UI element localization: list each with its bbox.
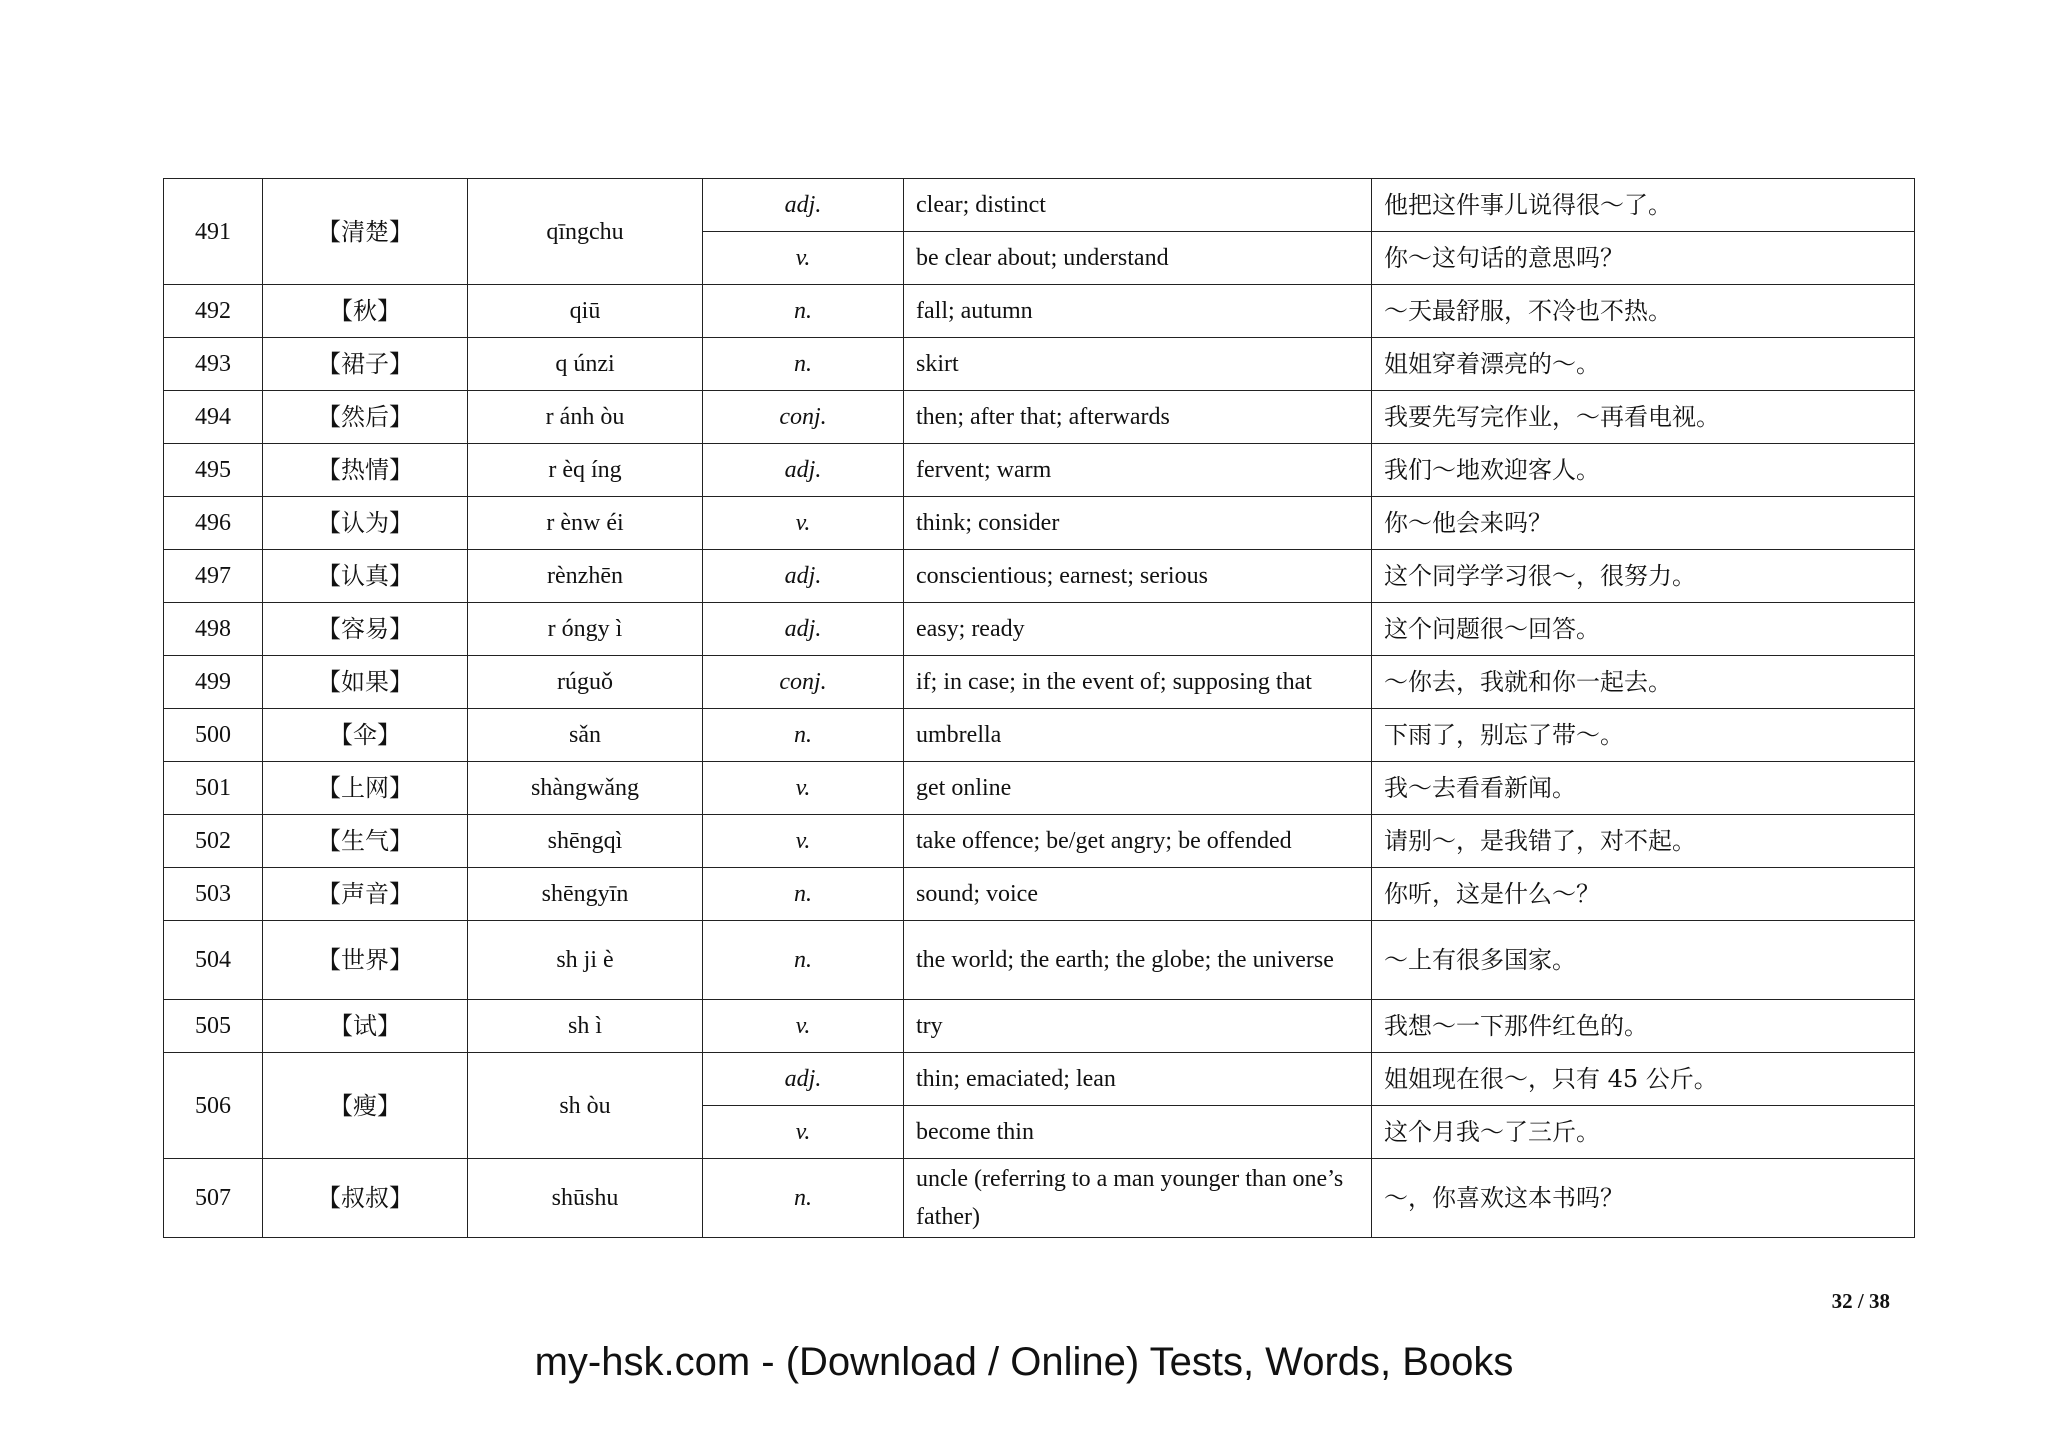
entry-example: 下雨了，别忘了带～。 (1372, 709, 1915, 762)
table-row (164, 1000, 1915, 1053)
entry-definition: fall; autumn (904, 285, 1372, 338)
table-row (164, 179, 1915, 232)
footer-link-text: my-hsk.com - (Download / Online) Tests, Words, Books (534, 1340, 1514, 1384)
entry-part-of-speech: n. (703, 285, 904, 338)
entry-part-of-speech: adj. (703, 550, 904, 603)
entry-part-of-speech: n. (703, 921, 904, 1000)
entry-example: 我们～地欢迎客人。 (1372, 444, 1915, 497)
entry-example: 姐姐现在很～，只有 45 公斤。 (1372, 1053, 1915, 1106)
entry-example: 我要先写完作业，～再看电视。 (1372, 391, 1915, 444)
entry-pinyin: shàngwǎng (468, 762, 703, 815)
entry-pinyin: shūshu (468, 1159, 703, 1238)
entry-definition: skirt (904, 338, 1372, 391)
entry-number: 501 (164, 762, 263, 815)
entry-word: 【瘦】 (263, 1053, 468, 1159)
entry-part-of-speech: v. (703, 815, 904, 868)
entry-word: 【伞】 (263, 709, 468, 762)
entry-definition: the world; the earth; the globe; the universe (904, 921, 1372, 1000)
entry-number: 492 (164, 285, 263, 338)
entry-part-of-speech: v. (703, 497, 904, 550)
entry-word: 【生气】 (263, 815, 468, 868)
entry-definition: clear; distinct (904, 179, 1372, 232)
entry-number: 504 (164, 921, 263, 1000)
table-row (164, 603, 1915, 656)
entry-definition: thin; emaciated; lean (904, 1053, 1372, 1106)
table-row (164, 497, 1915, 550)
entry-example: 你～他会来吗？ (1372, 497, 1915, 550)
entry-pinyin: qiū (468, 285, 703, 338)
entry-definition: sound; voice (904, 868, 1372, 921)
entry-number: 496 (164, 497, 263, 550)
entry-example: 我～去看看新闻。 (1372, 762, 1915, 815)
entry-number: 491 (164, 179, 263, 285)
entry-part-of-speech: conj. (703, 656, 904, 709)
entry-definition: uncle (referring to a man younger than one’s father) (904, 1159, 1372, 1238)
entry-definition: conscientious; earnest; serious (904, 550, 1372, 603)
entry-number: 498 (164, 603, 263, 656)
entry-pinyin: sh ji è (468, 921, 703, 1000)
entry-number: 507 (164, 1159, 263, 1238)
entry-example: 这个月我～了三斤。 (1372, 1106, 1915, 1159)
entry-part-of-speech: adj. (703, 603, 904, 656)
entry-definition: become thin (904, 1106, 1372, 1159)
entry-part-of-speech: n. (703, 868, 904, 921)
entry-pinyin: rènzhēn (468, 550, 703, 603)
entry-word: 【容易】 (263, 603, 468, 656)
entry-pinyin: sh ì (468, 1000, 703, 1053)
entry-word: 【裙子】 (263, 338, 468, 391)
entry-part-of-speech: conj. (703, 391, 904, 444)
entry-example: ～，你喜欢这本书吗？ (1372, 1159, 1915, 1238)
entry-word: 【如果】 (263, 656, 468, 709)
table-row (164, 815, 1915, 868)
entry-pinyin: rúguǒ (468, 656, 703, 709)
entry-word: 【世界】 (263, 921, 468, 1000)
entry-pinyin: r èq íng (468, 444, 703, 497)
entry-pinyin: q únzi (468, 338, 703, 391)
entry-example: 这个同学学习很～，很努力。 (1372, 550, 1915, 603)
table-row (164, 285, 1915, 338)
entry-definition: easy; ready (904, 603, 1372, 656)
table-row (164, 709, 1915, 762)
entry-pinyin: sh òu (468, 1053, 703, 1159)
table-row (164, 762, 1915, 815)
entry-definition: take offence; be/get angry; be offended (904, 815, 1372, 868)
entry-number: 500 (164, 709, 263, 762)
entry-example: ～上有很多国家。 (1372, 921, 1915, 1000)
entry-pinyin: r ènw éi (468, 497, 703, 550)
entry-number: 502 (164, 815, 263, 868)
entry-pinyin: sǎn (468, 709, 703, 762)
entry-pinyin: shēngqì (468, 815, 703, 868)
entry-number: 506 (164, 1053, 263, 1159)
entry-example: 你～这句话的意思吗？ (1372, 232, 1915, 285)
table-row (164, 1053, 1915, 1106)
table-row (164, 550, 1915, 603)
entry-part-of-speech: adj. (703, 444, 904, 497)
entry-example: 你听，这是什么～？ (1372, 868, 1915, 921)
page-number: 32 / 38 (1831, 1289, 1890, 1313)
entry-pinyin: r ánh òu (468, 391, 703, 444)
entry-definition: if; in case; in the event of; supposing that (904, 656, 1372, 709)
entry-word: 【叔叔】 (263, 1159, 468, 1238)
entry-part-of-speech: n. (703, 709, 904, 762)
entry-part-of-speech: n. (703, 1159, 904, 1238)
entry-example: 请别～，是我错了，对不起。 (1372, 815, 1915, 868)
entry-number: 495 (164, 444, 263, 497)
entry-number: 494 (164, 391, 263, 444)
entry-word: 【秋】 (263, 285, 468, 338)
entry-word: 【清楚】 (263, 179, 468, 285)
table-row (164, 444, 1915, 497)
entry-word: 【认为】 (263, 497, 468, 550)
table-row (164, 868, 1915, 921)
table-row (164, 338, 1915, 391)
entry-example: 姐姐穿着漂亮的～。 (1372, 338, 1915, 391)
entry-number: 499 (164, 656, 263, 709)
table-row (164, 656, 1915, 709)
table-row (164, 921, 1915, 1000)
entry-part-of-speech: adj. (703, 179, 904, 232)
entry-pinyin: r óngy ì (468, 603, 703, 656)
entry-word: 【声音】 (263, 868, 468, 921)
entry-definition: get online (904, 762, 1372, 815)
entry-definition: then; after that; afterwards (904, 391, 1372, 444)
entry-number: 493 (164, 338, 263, 391)
entry-definition: think; consider (904, 497, 1372, 550)
entry-example: ～你去，我就和你一起去。 (1372, 656, 1915, 709)
entry-word: 【上网】 (263, 762, 468, 815)
entry-number: 497 (164, 550, 263, 603)
entry-definition: fervent; warm (904, 444, 1372, 497)
entry-example: 这个问题很～回答。 (1372, 603, 1915, 656)
entry-example: ～天最舒服，不冷也不热。 (1372, 285, 1915, 338)
entry-part-of-speech: v. (703, 1000, 904, 1053)
entry-word: 【热情】 (263, 444, 468, 497)
entry-pinyin: shēngyīn (468, 868, 703, 921)
entry-word: 【然后】 (263, 391, 468, 444)
table-row (164, 1159, 1915, 1238)
entry-part-of-speech: v. (703, 232, 904, 285)
entry-number: 505 (164, 1000, 263, 1053)
entry-pinyin: qīngchu (468, 179, 703, 285)
entry-word: 【试】 (263, 1000, 468, 1053)
entry-example: 他把这件事儿说得很～了。 (1372, 179, 1915, 232)
entry-word: 【认真】 (263, 550, 468, 603)
entry-example: 我想～一下那件红色的。 (1372, 1000, 1915, 1053)
entry-definition: umbrella (904, 709, 1372, 762)
entry-part-of-speech: v. (703, 1106, 904, 1159)
entry-part-of-speech: n. (703, 338, 904, 391)
table-row (164, 391, 1915, 444)
entry-number: 503 (164, 868, 263, 921)
vocabulary-table (163, 178, 1915, 1238)
entry-definition: try (904, 1000, 1372, 1053)
entry-definition: be clear about; understand (904, 232, 1372, 285)
entry-part-of-speech: v. (703, 762, 904, 815)
entry-part-of-speech: adj. (703, 1053, 904, 1106)
